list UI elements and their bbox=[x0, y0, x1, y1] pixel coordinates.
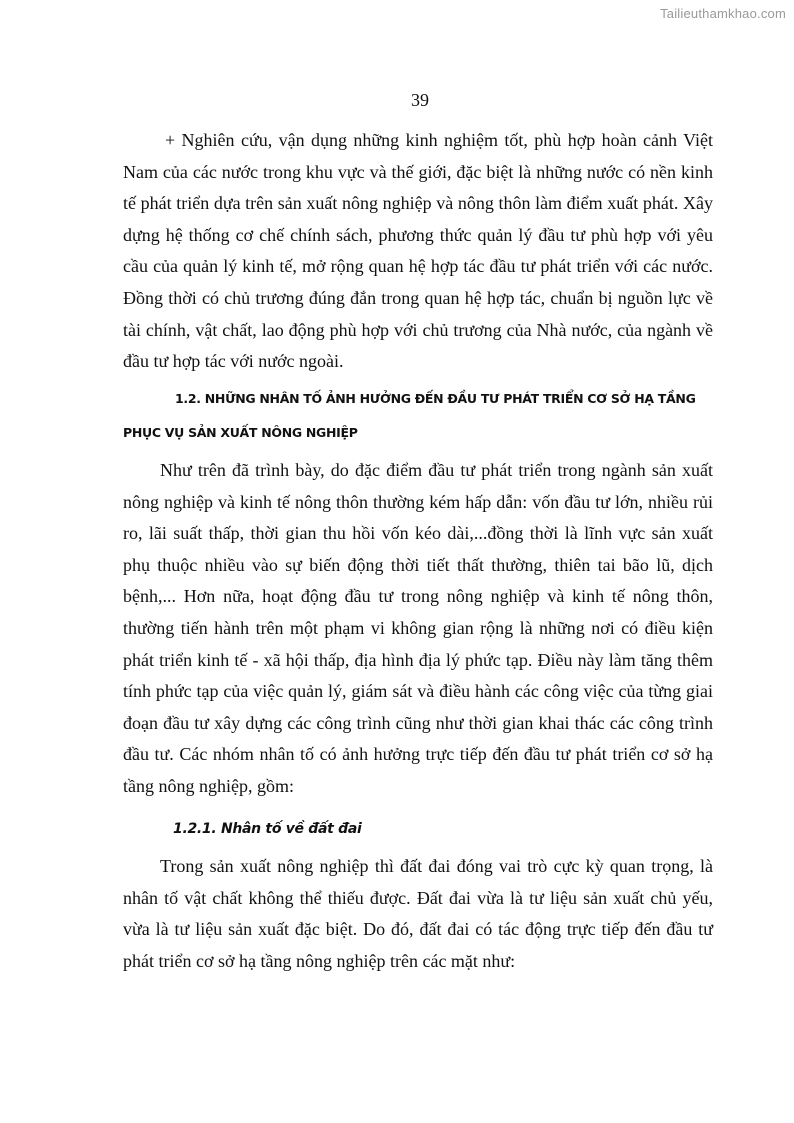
section-heading-line-2: PHỤC VỤ SẢN XUẤT NÔNG NGHIỆP bbox=[123, 425, 358, 440]
paragraph-land: Trong sản xuất nông nghiệp thì đất đai đóng vai trò cực kỳ quan trọng, là nhân tố vật chất không thể thiếu được. Đất đai vừa là tư liệu sản xuất chủ yếu, vừa là tư liệu sản xuất đặc biệt. Do đó, đất đai có tác động trực tiếp đến đầu tư phát triển cơ sở hạ tầng nông nghiệp trên các mặt như: bbox=[123, 856, 713, 971]
watermark-text: Tailieuthamkhao.com bbox=[660, 6, 786, 21]
page-number: 39 bbox=[411, 90, 429, 110]
section-heading-line-1: 1.2. NHỮNG NHÂN TỐ ẢNH HƯỞNG ĐẾN ĐẦU TƯ PHÁT TRIỂN CƠ SỞ HẠ TẦNG bbox=[175, 391, 696, 406]
paragraph-intro: + Nghiên cứu, vận dụng những kinh nghiệm tốt, phù hợp hoàn cảnh Việt Nam của các nước trong khu vực và thế giới, đặc biệt là những nước có nền kinh tế phát triển dựa trên sản xuất nông nghiệp và nông thôn làm điểm xuất phát. Xây dựng hệ thống cơ chế chính sách, phương thức quản lý đầu tư phù hợp với yêu cầu của quản lý kinh tế, mở rộng quan hệ hợp tác đầu tư phát triển với các nước. Đồng thời có chủ trương đúng đắn trong quan hệ hợp tác, chuẩn bị nguồn lực về tài chính, vật chất, lao động phù hợp với chủ trương của Nhà nước, của ngành về đầu tư hợp tác với nước ngoài. bbox=[123, 130, 713, 372]
paragraph-factors: Như trên đã trình bày, do đặc điểm đầu tư phát triển trong ngành sản xuất nông nghiệp và kinh tế nông thôn thường kém hấp dẫn: vốn đầu tư lớn, nhiều rủi ro, lãi suất thấp, thời gian thu hồi vốn kéo dài,...đồng thời là lĩnh vực sản xuất phụ thuộc nhiều vào sự biến động thời tiết thất thường, thiên tai bão lũ, dịch bệnh,... Hơn nữa, hoạt động đầu tư trong nông nghiệp và kinh tế nông thôn, thường tiến hành trên một phạm vi không gian rộng là những nơi có điều kiện phát triển kinh tế - xã hội thấp, địa hình địa lý phức tạp. Điều này làm tăng thêm tính phức tạp của việc quản lý, giám sát và điều hành các công việc của từng giai đoạn đầu tư xây dựng các công trình cũng như thời gian khai thác các công trình đầu tư. Các nhóm nhân tố có ảnh hưởng trực tiếp đến đầu tư phát triển cơ sở hạ tầng nông nghiệp, gồm: bbox=[123, 460, 713, 796]
subsection-heading: 1.2.1. Nhân tố về đất đai bbox=[173, 821, 362, 837]
